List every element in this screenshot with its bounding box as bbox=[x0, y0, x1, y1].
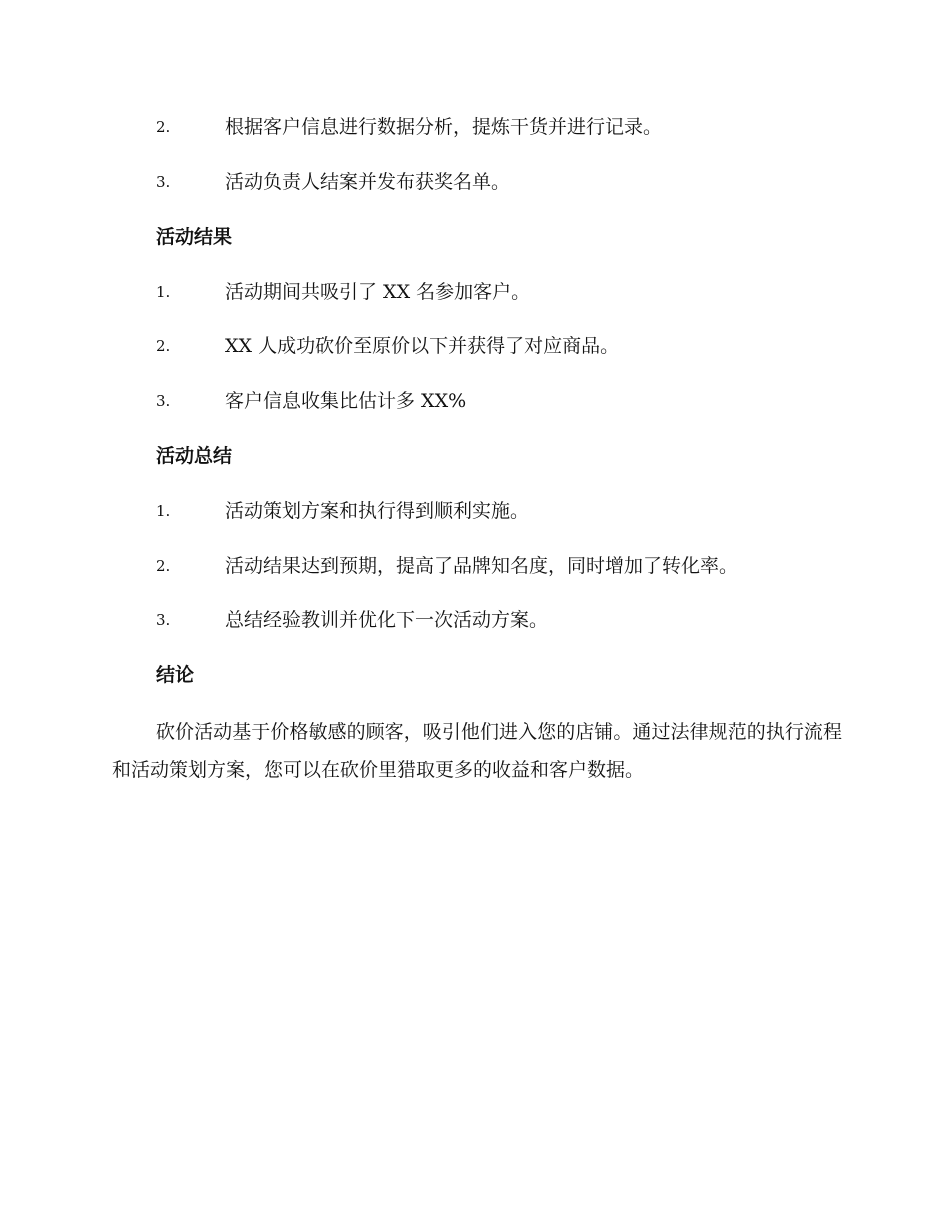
list-item bbox=[0, 386, 950, 416]
list-number: 1. bbox=[156, 502, 171, 520]
list-item bbox=[0, 605, 950, 635]
section-heading-summary: 活动总结 bbox=[156, 445, 233, 467]
list-text: 活动策划方案和执行得到顺利实施。 bbox=[225, 500, 530, 522]
list-number: 3. bbox=[156, 173, 171, 191]
list-item bbox=[0, 496, 950, 526]
list-text: 总结经验教训并优化下一次活动方案。 bbox=[225, 609, 549, 631]
list-item bbox=[0, 112, 950, 142]
list-text: 活动期间共吸引了 XX 名参加客户。 bbox=[225, 281, 531, 303]
list-text: 活动负责人结案并发布获奖名单。 bbox=[225, 171, 511, 193]
list-number: 2. bbox=[156, 557, 171, 575]
list-number: 1. bbox=[156, 283, 171, 301]
list-number: 3. bbox=[156, 611, 171, 629]
section-heading-conclusion: 结论 bbox=[156, 664, 195, 686]
list-text: XX 人成功砍价至原价以下并获得了对应商品。 bbox=[225, 335, 620, 357]
list-number: 2. bbox=[156, 118, 171, 136]
list-text: 活动结果达到预期，提高了品牌知名度，同时增加了转化率。 bbox=[225, 555, 739, 577]
list-text: 客户信息收集比估计多 XX% bbox=[225, 390, 467, 412]
section-heading-results: 活动结果 bbox=[156, 226, 233, 248]
list-number: 2. bbox=[156, 337, 171, 355]
list-item bbox=[0, 277, 950, 307]
list-item bbox=[0, 331, 950, 361]
list-item bbox=[0, 167, 950, 197]
conclusion-paragraph: 砍价活动基于价格敏感的顾客，吸引他们进入您的店铺。通过法律规范的执行流程和活动策划方案，您可以在砍价里猎取更多的收益和客户数据。 bbox=[112, 721, 842, 781]
list-item bbox=[0, 551, 950, 581]
list-number: 3. bbox=[156, 392, 171, 410]
list-text: 根据客户信息进行数据分析，提炼干货并进行记录。 bbox=[225, 116, 663, 138]
